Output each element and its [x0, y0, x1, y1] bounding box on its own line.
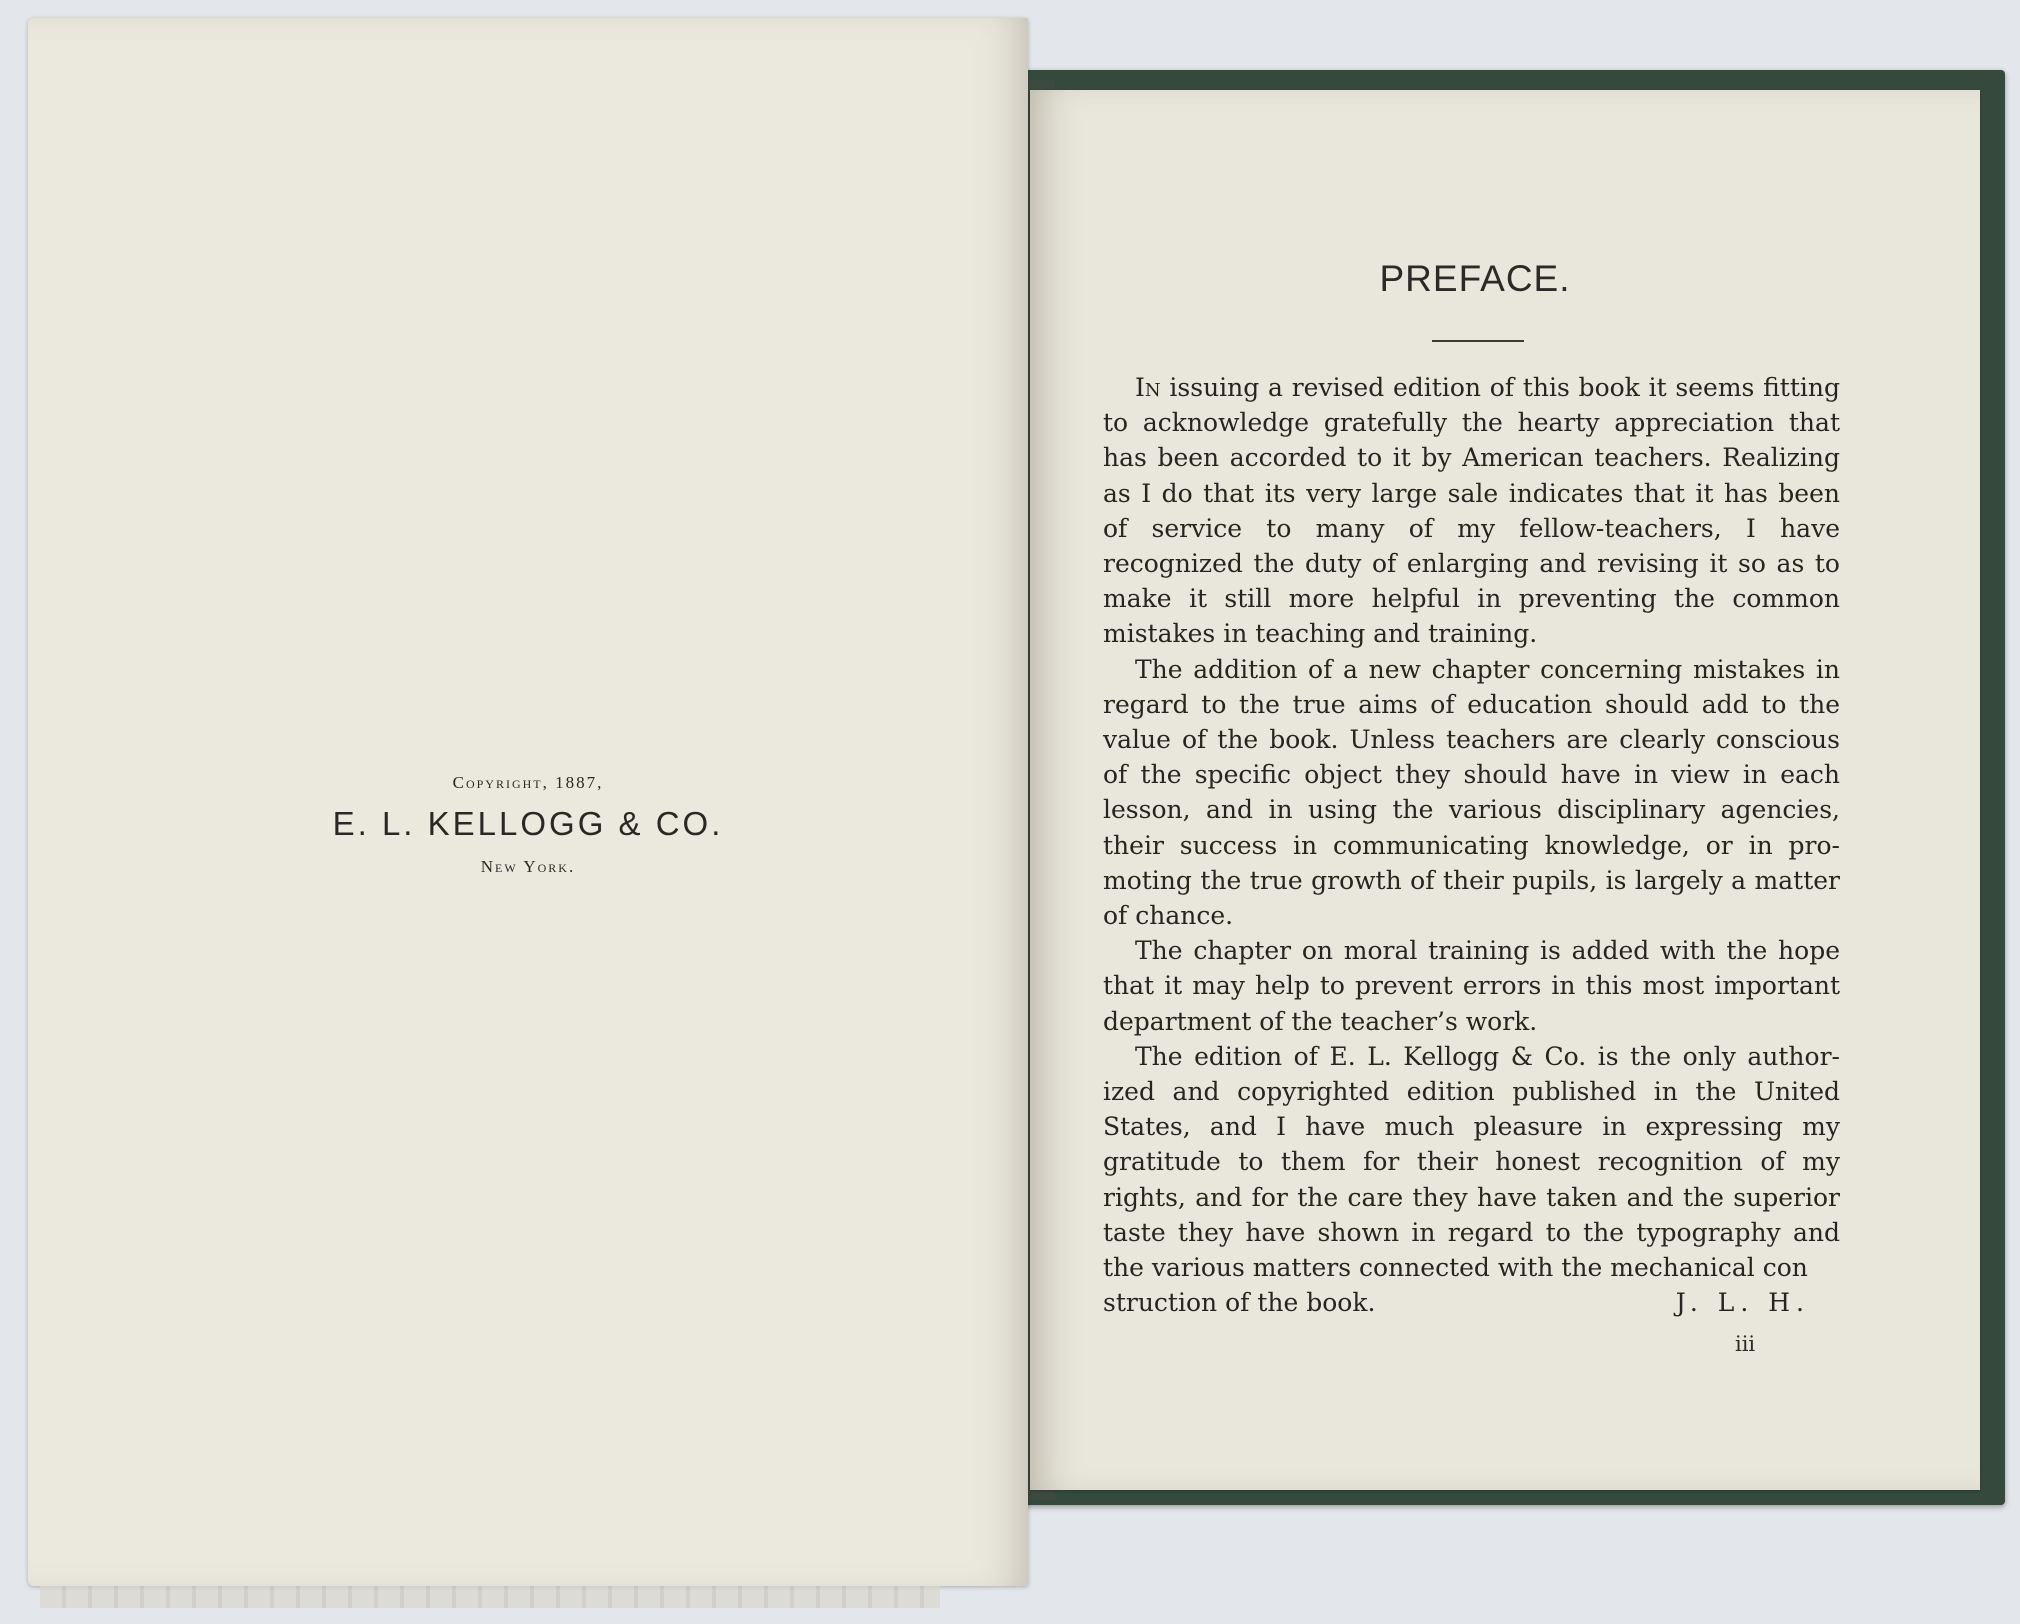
preface-title: PREFACE.	[1379, 258, 1571, 299]
preface-paragraph-4: The edition of E. L. Kellogg & Co. is the only authorized and copyrighted edition published in the United States, and I have much pleasure in expressing my gratitude to them for their honest recognition of my rights, and for the care they have taken and the superior taste they have shown in regard to the typography and the various matters connected with the mechanical con	[1103, 1041, 1840, 1283]
publisher-name: E. L. KELLOGG & CO.	[332, 805, 724, 842]
preface-paragraph-3: The chapter on moral training is added with the hope that it may help to prevent errors in this most important department of the teacher’s work.	[1103, 936, 1840, 1036]
page-edges	[40, 1586, 940, 1608]
publisher-city: New York.	[480, 857, 576, 876]
preface-paragraph-1	[1103, 370, 1840, 652]
copyright-block	[28, 773, 1028, 877]
preface-body	[1103, 370, 1840, 1320]
paragraph-lead-word: In	[1135, 373, 1161, 402]
copyright-notice: Copyright, 1887,	[452, 773, 604, 792]
left-page	[28, 18, 1028, 1586]
preface-paragraph-2: The addition of a new chapter concerning mistakes in regard to the true aims of education should add to the value of the book. Unless teachers are clearly conscious of the specific object they should have in view in each lesson, and in using the various disciplinary agencies, their success in communicating knowledge, or in promoting the true growth of their pupils, is largely a matter of chance.	[1103, 654, 1840, 931]
title-rule	[1432, 340, 1524, 342]
page-number: iii	[1735, 1332, 1756, 1356]
author-initials: J. L. H.	[1675, 1288, 1810, 1318]
closing-line	[1103, 1285, 1840, 1320]
paragraph-text: issuing a revised edition of this book it seems fitting to acknowledge gratefully the hearty appreciation that has been accorded to it by American teachers. Realizing as I do that its very large sale indicates that it has been of service to many of my fellow-teachers, I have recognized the duty of enlarging and revising it so as to make it still more helpful in preventing the common mistakes in teaching and training.	[1103, 373, 1840, 649]
closing-text: struction of the book.	[1103, 1288, 1376, 1318]
